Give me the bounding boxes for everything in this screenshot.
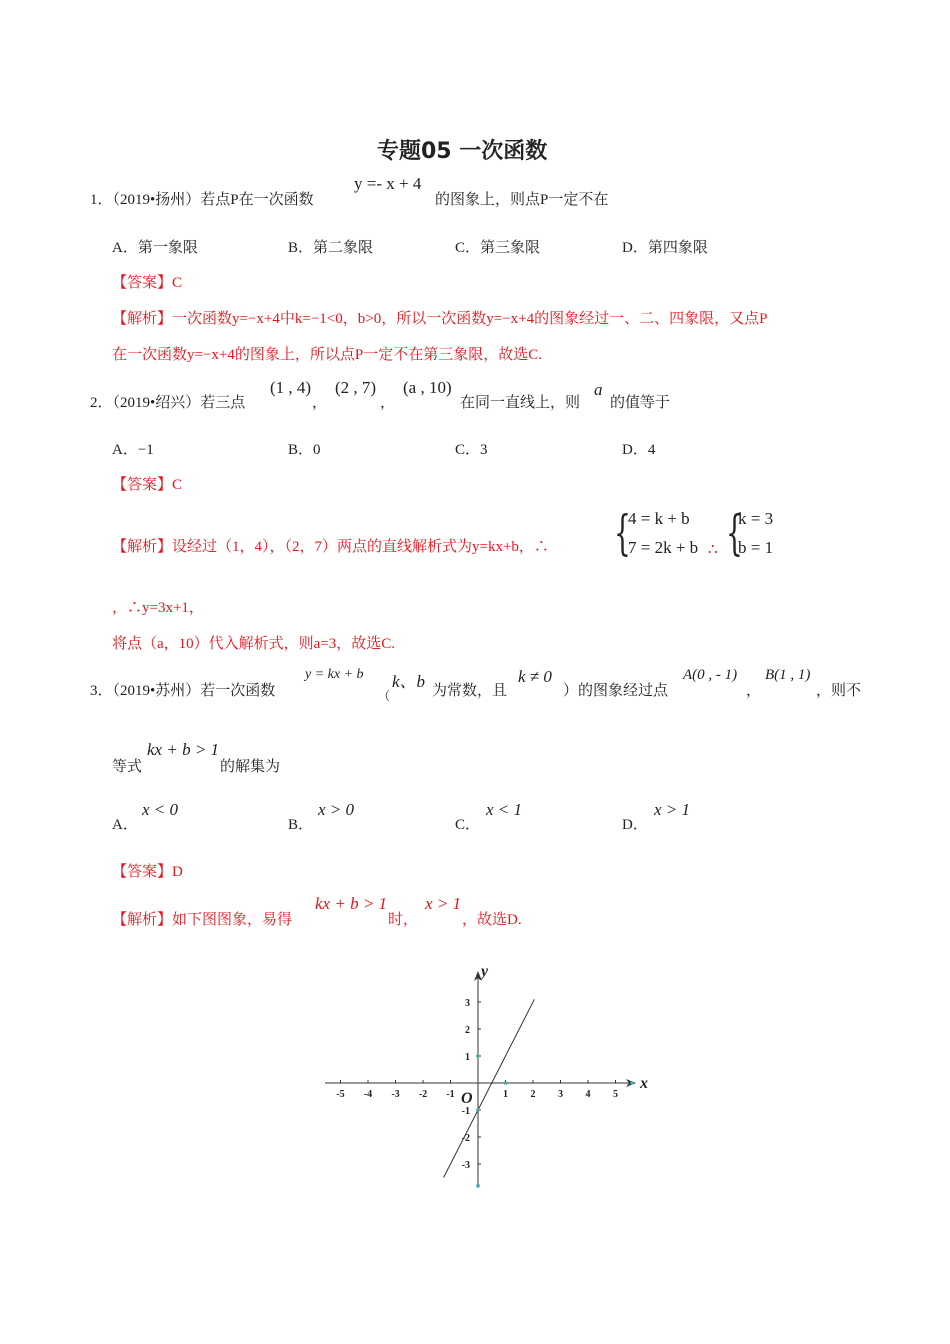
x-tick-label: -3 <box>391 1089 400 1100</box>
q2-system-1-brace: { <box>614 505 631 561</box>
q3-option-d-value: x > 1 <box>654 800 691 819</box>
q2-analysis-1: 【解析】设经过（1，4），（2，7）两点的直线解析式为y=kx+b，∴ <box>112 539 549 555</box>
q3-paren-open: （ <box>378 689 391 703</box>
q2-analysis-3: 将点（a，10）代入解析式，则a=3，故选C. <box>112 636 396 652</box>
q2-system-1-eq1: 4 = k + b <box>628 509 690 528</box>
y-tick-label: -2 <box>461 1133 470 1144</box>
q3-option-b-letter: B． <box>288 817 314 833</box>
q3-option-c-value: x < 1 <box>486 800 523 819</box>
q1-answer: 【答案】C <box>112 275 183 291</box>
q3-option-a-value: x < 0 <box>142 800 179 819</box>
q3-point-a: A(0 , - 1) <box>683 667 738 683</box>
q3-comma: ， <box>746 683 762 699</box>
q3-analysis-end: ，故选D. <box>462 912 522 928</box>
q2-stem: 2．（2019•绍兴）若三点 <box>90 395 246 411</box>
q2-stem-end: 的值等于 <box>610 395 671 411</box>
x-axis-label: x <box>640 1075 648 1092</box>
q2-comma-2: ， <box>380 395 396 411</box>
q2-point-1: (1 , 4) <box>270 378 312 397</box>
origin-label: O <box>461 1090 473 1107</box>
q1-analysis-1: 【解析】一次函数y=−x+4中k=−1<0，b>0，所以一次函数y=−x+4的图象经过一、二、四象限，又点P <box>112 311 768 327</box>
q1-option-b: B．第二象限 <box>288 240 374 256</box>
x-tick-label: 3 <box>558 1089 563 1100</box>
q3-answer: 【答案】D <box>112 864 183 880</box>
page-title: 专题05 一次函数 <box>377 139 548 164</box>
q3-analysis-x: x > 1 <box>425 894 462 913</box>
q1-formula: y =- x + 4 <box>354 174 422 193</box>
y-tick-label: 2 <box>465 1025 470 1036</box>
q2-var-a: a <box>594 380 603 399</box>
x-tick-label: 2 <box>530 1089 536 1100</box>
y-tick-label: -1 <box>461 1106 470 1117</box>
q3-line2: 等式 <box>112 759 143 775</box>
q3-option-b-value: x > 0 <box>318 800 355 819</box>
q3-k-b: k、b <box>392 672 426 691</box>
q2-option-c: C．3 <box>455 442 488 458</box>
x-tick-label: -4 <box>363 1089 373 1100</box>
q2-analysis-2: ，∴y=3x+1， <box>112 600 204 616</box>
q1-stem: 1．（2019•扬州）若点P在一次函数 <box>90 192 314 208</box>
q1-option-d: D．第四象限 <box>622 240 708 256</box>
q3-analysis-1: 【解析】如下图图象，易得 <box>112 912 293 928</box>
q2-point-2: (2 , 7) <box>335 378 377 397</box>
q3-line2-tail: 的解集为 <box>220 759 281 775</box>
x-tick-label: -5 <box>336 1089 345 1100</box>
q2-system-1-eq2: 7 = 2k + b <box>628 538 699 557</box>
q2-system-2-brace: { <box>726 505 743 561</box>
q2-option-a: A．−1 <box>112 442 154 458</box>
q2-stem-tail: 在同一直线上，则 <box>460 395 581 411</box>
q1-analysis-2: 在一次函数y=−x+4的图象上，所以点P一定不在第三象限，故选C. <box>112 347 542 363</box>
q1-option-c: C．第三象限 <box>455 240 541 256</box>
q3-paren-close: ）的图象经过点 <box>563 683 669 699</box>
q3-formula: y = kx + b <box>305 667 364 682</box>
y-tick-label: 3 <box>465 998 470 1009</box>
q2-answer: 【答案】C <box>112 477 183 493</box>
function-line <box>444 999 535 1177</box>
q3-inequality: kx + b > 1 <box>147 740 220 759</box>
point-a-marker <box>476 1108 480 1112</box>
point-x1-marker <box>504 1081 508 1085</box>
q2-comma-1: ， <box>312 395 328 411</box>
q2-option-d: D．4 <box>622 442 656 458</box>
y-tick-label: 1 <box>465 1052 470 1063</box>
y-tick-label: -3 <box>461 1160 470 1171</box>
point-yneg3-marker <box>476 1184 480 1188</box>
point-y1-marker <box>476 1054 480 1058</box>
q3-k-not-zero: k ≠ 0 <box>518 667 552 686</box>
q3-then: ，则不 <box>816 683 862 699</box>
x-tick-label: 4 <box>585 1089 591 1100</box>
q2-option-b: B．0 <box>288 442 321 458</box>
function-graph <box>300 960 660 1200</box>
x-tick-label: -2 <box>418 1089 428 1100</box>
y-axis-label: y <box>481 963 489 980</box>
q2-point-3: (a , 10) <box>403 378 452 397</box>
q2-therefore: ∴ <box>708 542 718 558</box>
q1-option-a: A．第一象限 <box>112 240 198 256</box>
q3-constant: 为常数，且 <box>432 683 508 699</box>
q3-point-b: B(1 , 1) <box>765 667 811 683</box>
x-tick-label: 5 <box>613 1089 618 1100</box>
q2-system-2-eq1: k = 3 <box>738 509 774 528</box>
q1-stem-tail: 的图象上，则点P一定不在 <box>435 192 609 208</box>
q3-stem: 3．（2019•苏州）若一次函数 <box>90 683 276 699</box>
q3-option-a-letter: A． <box>112 817 138 833</box>
q2-system-2-eq2: b = 1 <box>738 538 774 557</box>
x-tick-label: 1 <box>503 1089 508 1100</box>
point-x5-marker <box>630 1081 634 1085</box>
q3-option-c-letter: C． <box>455 817 481 833</box>
q3-option-d-letter: D． <box>622 817 648 833</box>
q3-analysis-inequality: kx + b > 1 <box>315 894 388 913</box>
x-tick-label: -1 <box>446 1089 455 1100</box>
q3-analysis-when: 时， <box>388 912 419 928</box>
